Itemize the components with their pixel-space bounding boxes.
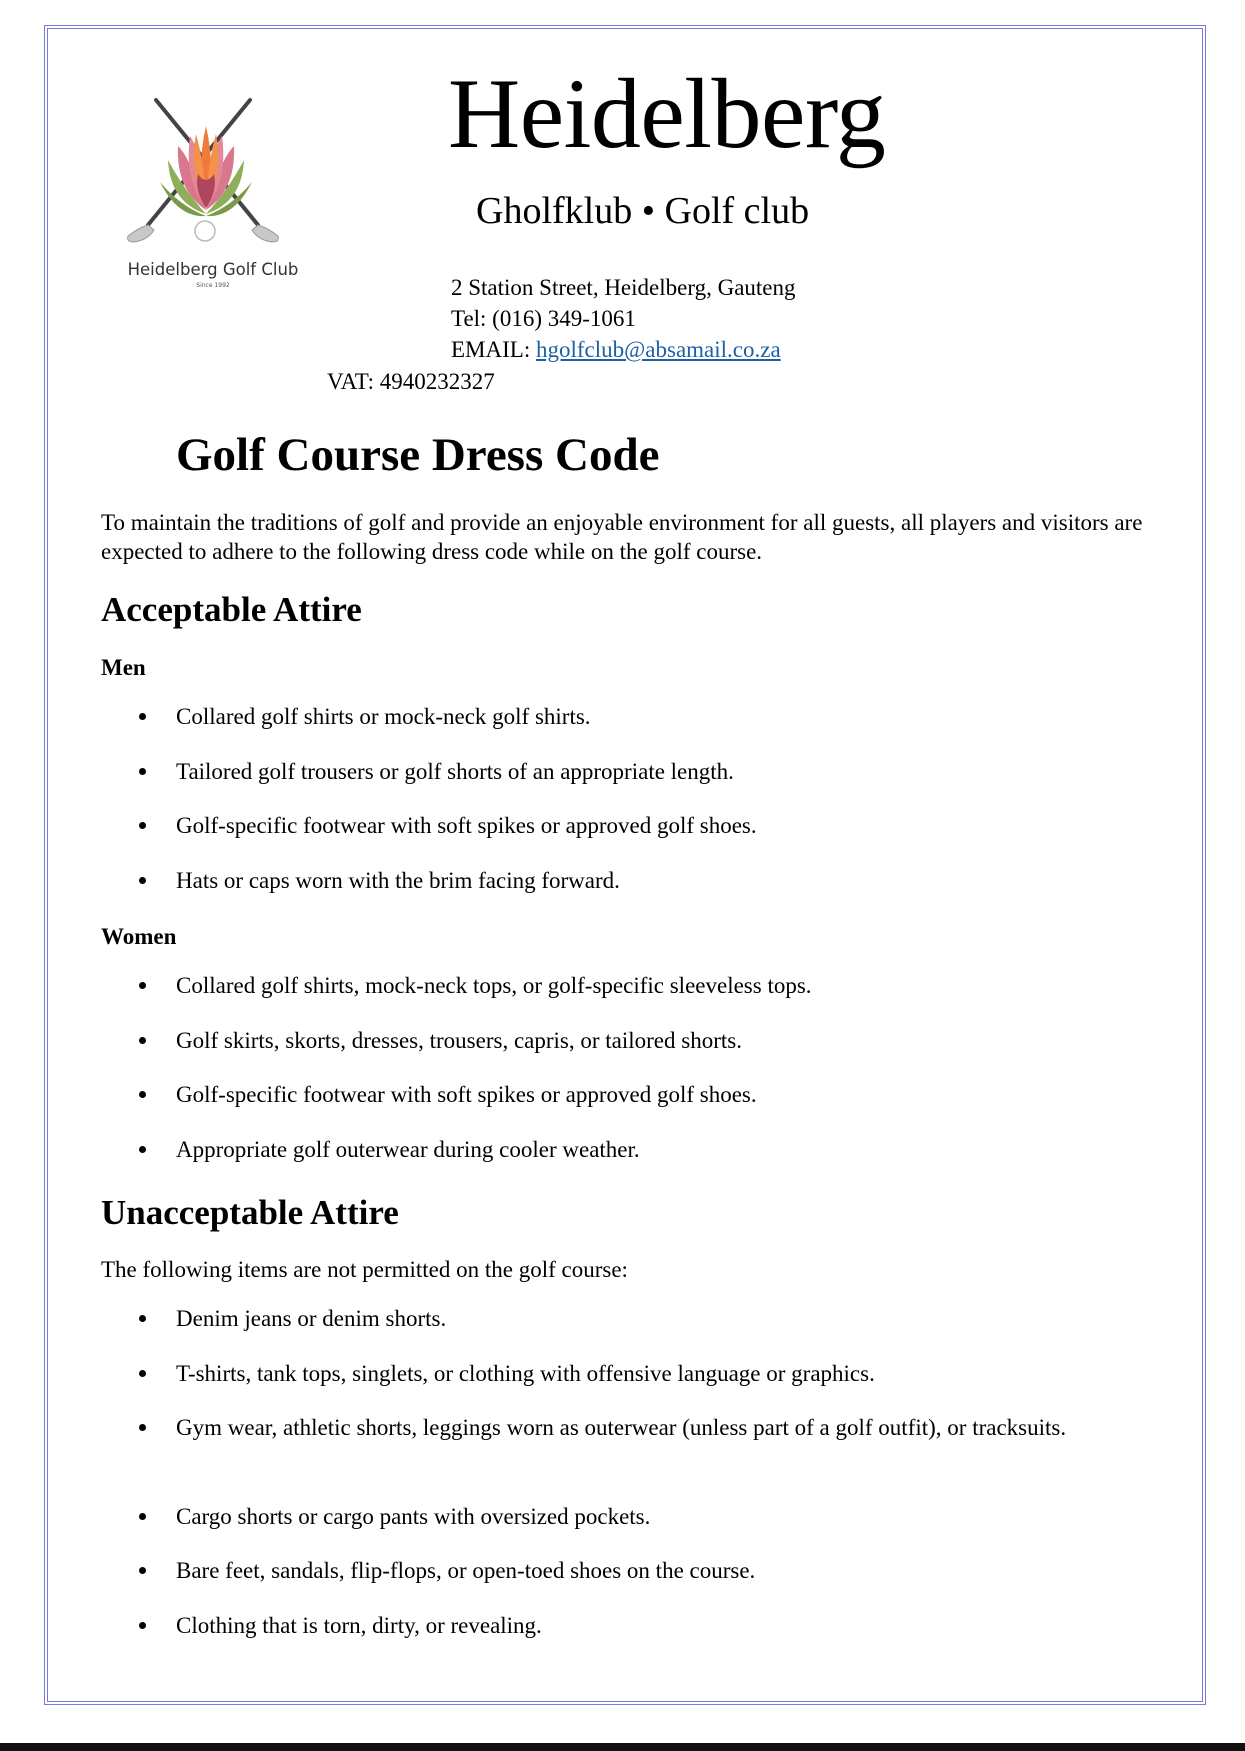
- protea-golf-logo-icon: [118, 90, 308, 260]
- list-item: Clothing that is torn, dirty, or revealing.: [176, 1609, 1076, 1643]
- vat-number: VAT: 4940232327: [327, 369, 495, 394]
- logo-caption: Heidelberg Golf Club: [127, 260, 299, 279]
- acceptable-attire-heading: Acceptable Attire: [101, 590, 362, 629]
- list-item: Denim jeans or denim shorts.: [176, 1302, 1076, 1336]
- men-heading: Men: [101, 655, 146, 680]
- email-link[interactable]: hgolfclub@absamail.co.za: [535, 337, 781, 362]
- bottom-edge-bar: [0, 1743, 1245, 1751]
- unacceptable-attire-heading: Unacceptable Attire: [101, 1193, 399, 1232]
- email-label: EMAIL:: [451, 337, 536, 362]
- list-item: Gym wear, athletic shorts, leggings worn as outerwear (unless part of a golf outfit), or tracksuits.: [176, 1411, 1076, 1445]
- list-item: Collared golf shirts or mock-neck golf shirts.: [176, 700, 1076, 734]
- address: 2 Station Street, Heidelberg, Gauteng: [451, 275, 796, 300]
- list-item: Hats or caps worn with the brim facing forward.: [176, 864, 1076, 898]
- list-item: Cargo shorts or cargo pants with oversized pockets.: [176, 1500, 1076, 1534]
- list-item: Tailored golf trousers or golf shorts of an appropriate length.: [176, 755, 1076, 789]
- unacceptable-intro: The following items are not permitted on the golf course:: [101, 1257, 628, 1282]
- club-name: Heidelberg: [448, 58, 886, 169]
- women-heading: Women: [101, 924, 177, 949]
- list-item: Golf-specific footwear with soft spikes or approved golf shoes.: [176, 809, 1076, 843]
- list-item: Golf skirts, skorts, dresses, trousers, capris, or tailored shorts.: [176, 1024, 1076, 1058]
- list-item: Golf-specific footwear with soft spikes or approved golf shoes.: [176, 1078, 1076, 1112]
- club-subtitle: Gholfklub • Golf club: [476, 190, 810, 232]
- intro-paragraph: To maintain the traditions of golf and provide an enjoyable environment for all guests, all players and visitors are expected to adhere to the following dress code while on the golf course.: [101, 510, 1143, 564]
- document-title: Golf Course Dress Code: [176, 429, 660, 481]
- telephone: Tel: (016) 349-1061: [451, 306, 636, 331]
- email-line: [451, 338, 781, 361]
- club-logo: [118, 90, 308, 300]
- list-item: T-shirts, tank tops, singlets, or clothing with offensive language or graphics.: [176, 1357, 1076, 1391]
- list-item: Appropriate golf outerwear during cooler weather.: [176, 1133, 1076, 1167]
- logo-since: Since 1992: [196, 282, 230, 289]
- list-item: Collared golf shirts, mock-neck tops, or golf-specific sleeveless tops.: [176, 969, 1076, 1003]
- list-item: Bare feet, sandals, flip-flops, or open-toed shoes on the course.: [176, 1554, 1076, 1588]
